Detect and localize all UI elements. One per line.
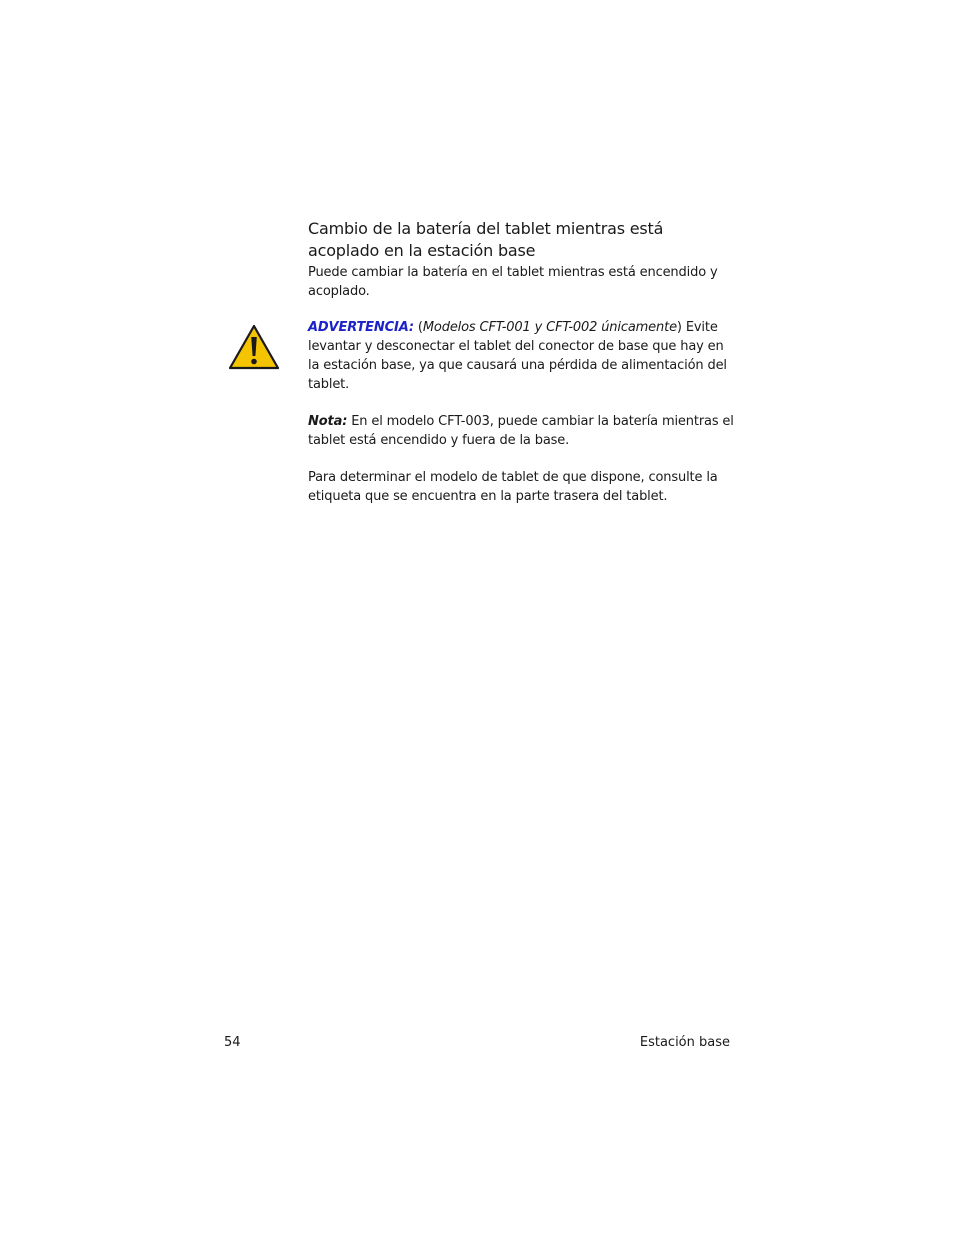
warning-label: ADVERTENCIA: [308, 320, 414, 335]
section-title: Cambio de la batería del tablet mientras está acoplado en la estación base [308, 219, 664, 260]
footer-section-name: Estación base [639, 1035, 730, 1050]
intro-paragraph: Puede cambiar la batería en el tablet mientras está encendido y acoplado. [308, 265, 718, 299]
note-label: Nota: [308, 414, 348, 429]
warning-models: Modelos CFT-001 y CFT-002 únicamente [422, 320, 677, 335]
model-info-paragraph: Para determinar el modelo de tablet de que dispone, consulte la etiqueta que se encuentra en la parte trasera del tablet. [308, 470, 718, 504]
note-text: En el modelo CFT-003, puede cambiar la batería mientras el tablet está encendido y fuera de la base. [308, 414, 734, 448]
page-number: 54 [224, 1035, 241, 1050]
warning-text: ) Evite levantar y desconectar el tablet del conector de base que hay en la estación base, ya que causará una pérdida de alimentación del tablet. [308, 320, 727, 392]
main-content [308, 218, 736, 506]
note-paragraph [308, 412, 736, 450]
warning-triangle-icon [227, 323, 281, 371]
warning-open-paren: ( [413, 320, 423, 335]
warning-paragraph [308, 318, 736, 394]
